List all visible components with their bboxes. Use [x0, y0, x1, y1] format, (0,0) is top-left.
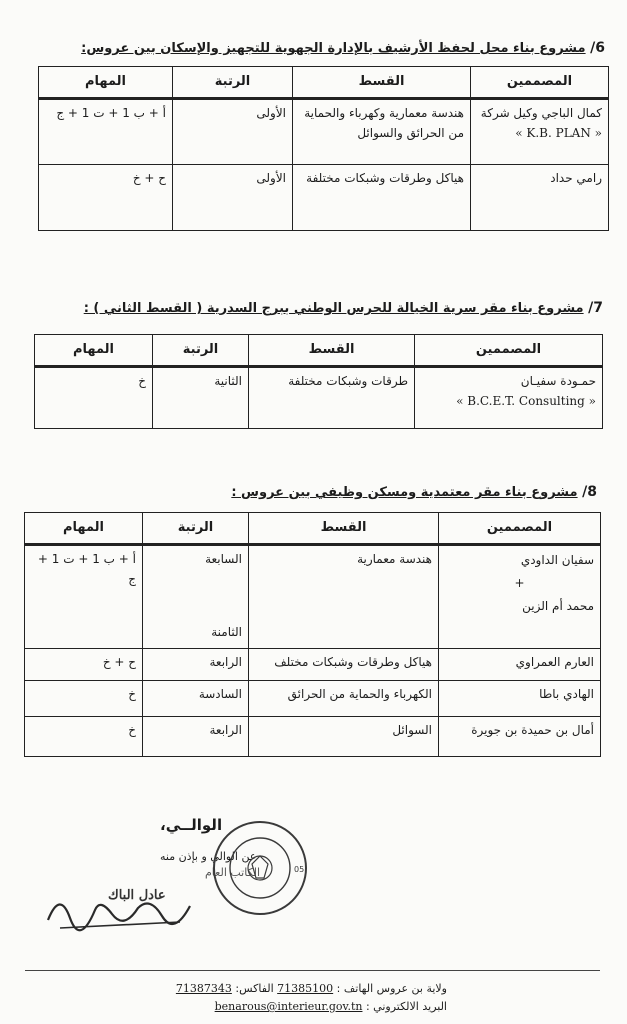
- table-row: [39, 165, 609, 231]
- table-header-row: [25, 513, 601, 545]
- table-header-row: [35, 335, 603, 367]
- header-lot: القسط: [249, 335, 415, 367]
- cell-lot: طرقات وشبكات مختلفة: [249, 367, 415, 429]
- header-designers: المصممين: [439, 513, 601, 545]
- footer-email-line: [215, 1000, 447, 1013]
- signature-delegation: عن الوالي و بإذن منه: [160, 850, 257, 863]
- cell-rank: الأولى: [173, 99, 293, 165]
- cell-tasks: أ + ب 1 + ت 1 + ج: [25, 545, 143, 649]
- section-title-text: مشروع بناء محل لحفظ الأرشيف بالإدارة الجهوية للتجهيز والإسكان بين عروس:: [81, 41, 586, 56]
- header-tasks: المهام: [39, 67, 173, 99]
- designer-company: « K.B. PLAN »: [515, 126, 602, 141]
- signature-role: الكاتب العام: [205, 866, 261, 879]
- cell-designer: أمال بن حميدة بن جويرة: [439, 717, 601, 757]
- official-stamp: [210, 818, 310, 918]
- cell-lot: هندسة معمارية وكهرباء والحماية من الحرائق والسوائل: [293, 99, 471, 165]
- cell-designer: العارم العمراوي: [439, 649, 601, 681]
- email-link[interactable]: benarous@interieur.gov.tn: [214, 1000, 363, 1013]
- header-rank: الرتبة: [173, 67, 293, 99]
- section-8-table: [24, 512, 601, 757]
- table-row: [39, 99, 609, 165]
- cell-tasks: خ: [35, 367, 153, 429]
- cell-tasks: ح + خ: [39, 165, 173, 231]
- section-number: 8/: [582, 484, 597, 500]
- designer-name: محمد أم الزين: [522, 598, 594, 613]
- governor-title: الوالــي،: [160, 816, 223, 834]
- cell-rank: الرابعة: [143, 649, 249, 681]
- cell-tasks: ح + خ: [25, 649, 143, 681]
- cell-designer: [439, 545, 601, 649]
- header-rank: الرتبة: [143, 513, 249, 545]
- section-title-text: مشروع بناء مقر معتمدية ومسكن وظيفي بين عروس :: [231, 485, 578, 500]
- email-label: البريد الالكتروني :: [365, 1000, 447, 1013]
- cell-lot: هياكل وطرقات وشبكات مختلف: [249, 649, 439, 681]
- stamp-number: 05: [294, 865, 305, 874]
- designer-name: سفيان الداودي: [520, 553, 594, 568]
- table-row: [25, 545, 601, 649]
- cell-designer: [415, 367, 603, 429]
- footer-contact-line: [176, 982, 447, 995]
- table-row: [35, 367, 603, 429]
- cell-tasks: خ: [25, 717, 143, 757]
- designer-name: كمال الباجي وكيل شركة: [480, 106, 602, 121]
- designer-name: حمـودة سفيـان: [520, 374, 596, 389]
- section-title-text: مشروع بناء مقر سرية الخيالة للحرس الوطني ببرج السدرية ( القسط الثاني ) :: [83, 301, 584, 316]
- header-lot: القسط: [293, 67, 471, 99]
- footer-divider: [25, 970, 600, 971]
- header-rank: الرتبة: [153, 335, 249, 367]
- phone-number: 71385100: [277, 982, 334, 995]
- section-7-title: [84, 300, 603, 316]
- footer-governorate-phone-label: ولاية بن عروس الهاتف :: [336, 982, 447, 995]
- cell-lot: هندسة معمارية: [249, 545, 439, 649]
- designer-joiner: +: [514, 575, 525, 590]
- header-designers: المصممين: [415, 335, 603, 367]
- section-7-table: [34, 334, 603, 429]
- section-number: 7/: [588, 300, 603, 316]
- cell-designer: [471, 99, 609, 165]
- section-6-title: [81, 40, 605, 56]
- section-6-table: [38, 66, 609, 231]
- section-8-title: [231, 484, 597, 500]
- cell-lot: الكهرباء والحماية من الحرائق: [249, 681, 439, 717]
- header-tasks: المهام: [35, 335, 153, 367]
- fax-number: 71387343: [175, 982, 232, 995]
- header-designers: المصممين: [471, 67, 609, 99]
- table-header-row: [39, 67, 609, 99]
- cell-lot: السوائل: [249, 717, 439, 757]
- fax-label: الفاكس:: [235, 982, 274, 995]
- cell-tasks: خ: [25, 681, 143, 717]
- section-number: 6/: [590, 40, 605, 56]
- cell-designer: رامي حداد: [471, 165, 609, 231]
- table-row: [25, 649, 601, 681]
- rank-value: الثامنة: [211, 624, 242, 639]
- table-row: [25, 717, 601, 757]
- designer-company: « B.C.E.T. Consulting »: [456, 394, 596, 409]
- cell-lot: هياكل وطرقات وشبكات مختلفة: [293, 165, 471, 231]
- cell-rank: الثانية: [153, 367, 249, 429]
- signatory-name: عادل الباك: [108, 888, 166, 903]
- cell-rank: الأولى: [173, 165, 293, 231]
- header-tasks: المهام: [25, 513, 143, 545]
- table-row: [25, 681, 601, 717]
- rank-value: السابعة: [205, 552, 242, 567]
- cell-tasks: أ + ب 1 + ت 1 + ج: [39, 99, 173, 165]
- header-lot: القسط: [249, 513, 439, 545]
- cell-designer: الهادي باطا: [439, 681, 601, 717]
- cell-rank: السادسة: [143, 681, 249, 717]
- cell-rank: [143, 545, 249, 649]
- cell-rank: الرابعة: [143, 717, 249, 757]
